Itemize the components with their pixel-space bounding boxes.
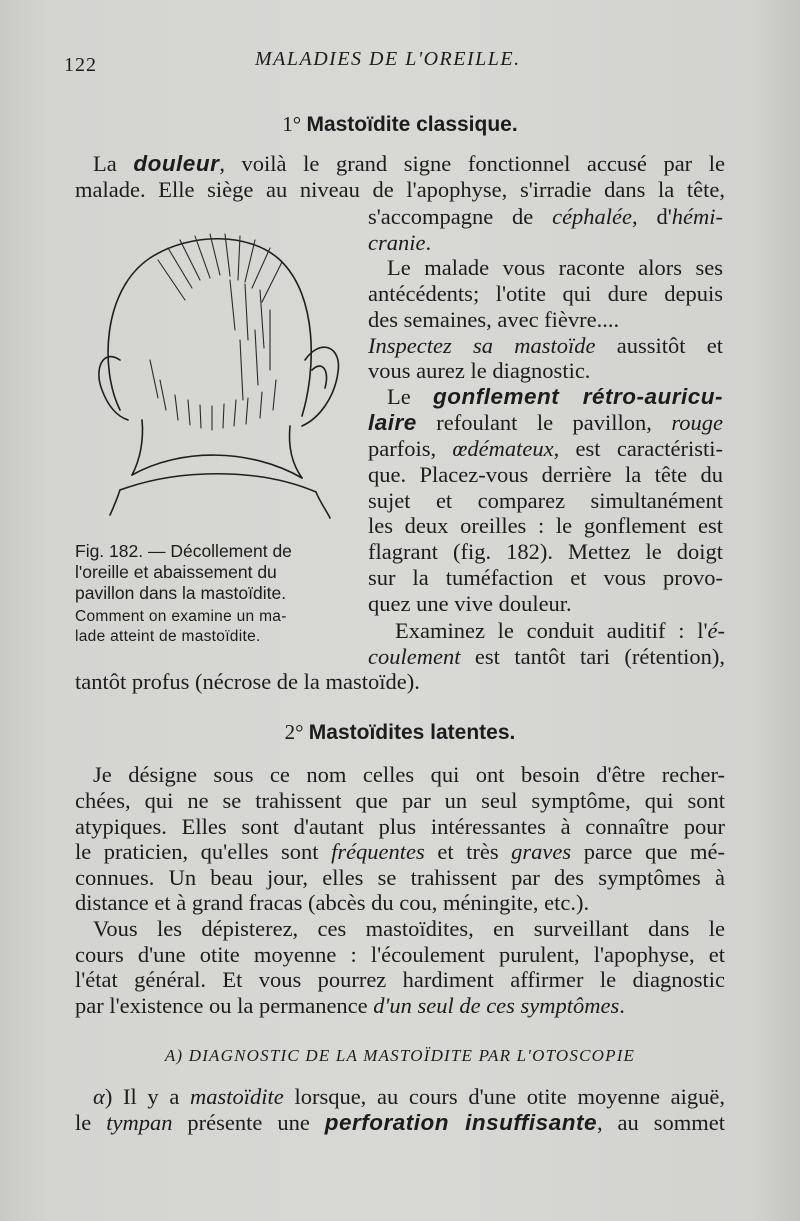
figure-subcaption [75,607,287,647]
text-run: tympan [106,1110,173,1135]
text-line [93,761,725,789]
section-number: 2° [284,720,304,744]
text-run: que. Placez-vous derrière la tête du [368,462,723,487]
text-run: , au sommet [596,1110,725,1135]
text-line [387,254,723,282]
text-run: laire [368,410,417,435]
running-title: MALADIES DE L'OREILLE. [255,48,521,70]
text-run: les deux oreilles : le gonflement est [368,513,723,538]
figure-caption-line: Fig. 182. — Décollement de [75,541,292,561]
page-header [0,48,800,78]
text-line [93,150,725,178]
text-run: . [425,230,432,255]
text-line [368,409,723,437]
text-run: d'un seul de ces symptômes [373,993,620,1018]
text-run: le [75,1110,107,1135]
head-illustration [80,220,348,520]
text-run: Le malade vous raconte alors ses [387,255,723,280]
text-run: Le [387,384,434,409]
text-run: Examinez le conduit auditif : l' [395,618,708,643]
figure-subcaption-line: lade atteint de mastoïdite. [75,628,261,645]
page-number: 122 [64,54,97,76]
text-run: présente une [172,1110,325,1135]
section-title: Mastoïdite classique. [306,113,518,136]
text-line [75,668,420,696]
text-run: , d' [632,204,672,229]
text-line [368,306,619,334]
text-line [93,1083,725,1111]
text-run: chées, qui ne se trahissent que par un seul symptôme, qui sont [75,788,725,813]
text-run: douleur [133,151,220,176]
text-run: œdémateux [452,436,554,461]
text-run: quez une vive douleur. [368,591,572,616]
figure-subcaption-line: Comment on examine un ma- [75,608,287,625]
text-line [368,564,723,592]
text-line [368,229,431,257]
text-run: céphalée [552,204,633,229]
text-run: é- [707,618,725,643]
text-run: tantôt profus (nécrose de la mastoïde). [75,669,420,694]
text-line [75,889,725,917]
text-line [75,864,725,892]
text-run: parfois, [368,436,453,461]
text-run: antécédents; l'otite qui dure depuis [368,281,723,306]
text-run: s'accompagne de [368,204,553,229]
text-run: lorsque, au cours d'une otite moyenne aiguë, [283,1084,725,1109]
subsection-heading: A) DIAGNOSTIC DE LA MASTOÏDITE PAR L'OTOSCOPIE [164,1046,636,1065]
text-run: des semaines, avec fièvre.... [368,307,620,332]
text-line [93,915,725,943]
text-run: et très [424,839,512,864]
text-line [75,838,725,866]
text-line [75,1109,725,1137]
text-run: gonflement rétro-auricu- [433,384,723,409]
text-run: graves [511,839,572,864]
text-run: rouge [671,410,723,435]
text-run: le praticien, qu'elles sont [75,839,332,864]
text-line [368,590,572,618]
text-line [368,538,723,566]
text-run: sur la tuméfaction et vous provo- [368,565,723,590]
text-run: Inspectez sa mastoïde [368,333,596,358]
text-run: l'état général. Et vous pourrez hardiment affirmer le diagnostic [75,967,725,992]
section-heading-1 [0,112,800,137]
text-line [368,487,723,515]
text-run: fréquentes [331,839,425,864]
text-line [368,461,723,489]
text-run: refoulant le pavillon, [416,410,672,435]
text-run: cranie [368,230,426,255]
text-run: , voilà le grand signe fonctionnel accusé par le [219,151,726,176]
text-run: , est caractéristi- [553,436,723,461]
text-run: distance et à grand fracas (abcès du cou, méningite, etc.). [75,890,590,915]
text-run: sujet et comparez simultanément [368,488,723,513]
text-line [75,941,725,969]
text-line [368,643,725,671]
text-line [368,280,723,308]
figure-caption-line: pavillon dans la mastoïdite. [75,583,287,603]
text-run: coulement [368,644,461,669]
text-run: par l'existence ou la permanence [75,993,374,1018]
text-line [368,512,723,540]
text-run: cours d'une otite moyenne : l'écoulement purulent, l'apophyse, et [75,942,725,967]
text-line [368,332,723,360]
figure-caption-line: l'oreille et abaissement du [75,562,277,582]
text-run: perforation insuffisante [324,1110,597,1135]
text-run: connues. Un beau jour, elles se trahissent par des symptômes à [75,865,725,890]
text-line [368,357,590,385]
text-line [75,813,725,841]
text-run: . [619,993,625,1018]
text-line [368,435,723,463]
text-run: est tantôt tari (rétention), [460,644,725,669]
section-title: Mastoïdites latentes. [308,721,516,744]
section-number: 1° [282,112,302,136]
text-run: Je désigne sous ce nom celles qui ont besoin d'être recher- [93,762,725,787]
text-run: Vous les dépisterez, ces mastoïdites, en surveillant dans le [93,916,725,941]
text-run: atypiques. Elles sont d'autant plus intéressantes à connaître pour [75,814,725,839]
figure-caption [75,541,292,604]
text-run: parce que mé- [571,839,725,864]
text-line [395,617,725,645]
text-line [368,203,723,231]
text-run: flagrant (fig. 182). Mettez le doigt [368,539,723,564]
text-line [75,992,725,1020]
text-line [75,787,725,815]
text-run: malade. Elle siège au niveau de l'apophyse, s'irradie dans la tête, [75,177,725,202]
text-run: aussitôt et [595,333,723,358]
text-line [75,176,725,204]
text-line [75,966,725,994]
text-run: La [93,151,134,176]
text-line [387,383,723,411]
text-run: α [93,1084,105,1109]
text-run: hémi- [671,204,723,229]
section-heading-2 [0,720,800,745]
text-run: mastoïdite [190,1084,284,1109]
text-run: ) Il y a [104,1084,191,1109]
text-run: vous aurez le diagnostic. [368,358,591,383]
